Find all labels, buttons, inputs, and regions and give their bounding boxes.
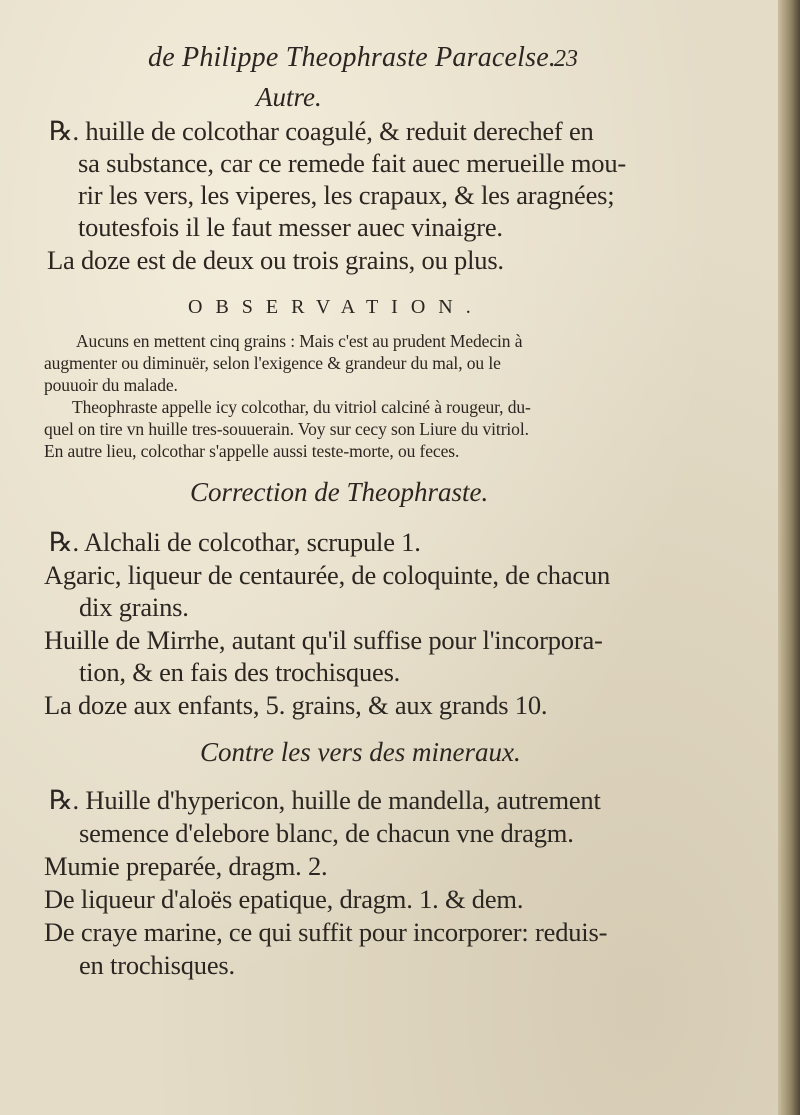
text-line: ℞. huille de colcothar coagulé, & reduit derechef en [49,116,594,146]
note-line: augmenter ou diminuër, selon l'exigence & grandeur du mal, ou le [44,353,501,373]
text-line: sa substance, car ce remede fait auec merueille mou- [78,148,627,178]
observation-heading: OBSERVATION. [188,296,484,318]
note-line: pouuoir du malade. [44,375,178,395]
text-line: tion, & en fais des trochisques. [79,657,401,687]
note-line: En autre lieu, colcothar s'appelle aussi teste-morte, ou feces. [44,441,460,461]
text-line: en trochisques. [79,950,235,980]
text-line: semence d'elebore blanc, de chacun vne dragm. [79,818,574,848]
page-edge-shadow [778,0,800,1115]
text-line: La doze est de deux ou trois grains, ou plus. [47,245,504,275]
text-line: De liqueur d'aloës epatique, dragm. 1. & dem. [44,884,524,914]
text-line: Huille de Mirrhe, autant qu'il suffise pour l'incorpora- [44,625,603,655]
text-line: La doze aux enfants, 5. grains, & aux grands 10. [44,690,548,720]
section-title-autre: Autre. [256,82,322,112]
text-line: Mumie preparée, dragm. 2. [44,851,328,881]
running-title: de Philippe Theophraste Paracelse. [148,42,557,73]
note-line: quel on tire vn huille tres-souuerain. Voy sur cecy son Liure du vitriol. [44,419,529,439]
text-line: dix grains. [79,592,189,622]
text-line: ℞. Alchali de colcothar, scrupule 1. [49,527,421,557]
page-number: 23 [554,46,578,72]
section-title-vers: Contre les vers des mineraux. [200,737,521,767]
note-line: Aucuns en mettent cinq grains : Mais c'est au prudent Medecin à [76,331,523,351]
text-line: toutesfois il le faut messer auec vinaigre. [78,212,503,242]
text-line: Agaric, liqueur de centaurée, de coloquinte, de chacun [44,560,611,590]
text-line: ℞. Huille d'hypericon, huille de mandella, autrement [49,785,601,815]
text-line: De craye marine, ce qui suffit pour incorporer: reduis- [44,917,608,947]
text-line: rir les vers, les viperes, les crapaux, & les aragnées; [78,180,615,210]
note-line: Theophraste appelle icy colcothar, du vitriol calciné à rougeur, du- [72,397,531,417]
section-title-correction: Correction de Theophraste. [190,477,489,507]
